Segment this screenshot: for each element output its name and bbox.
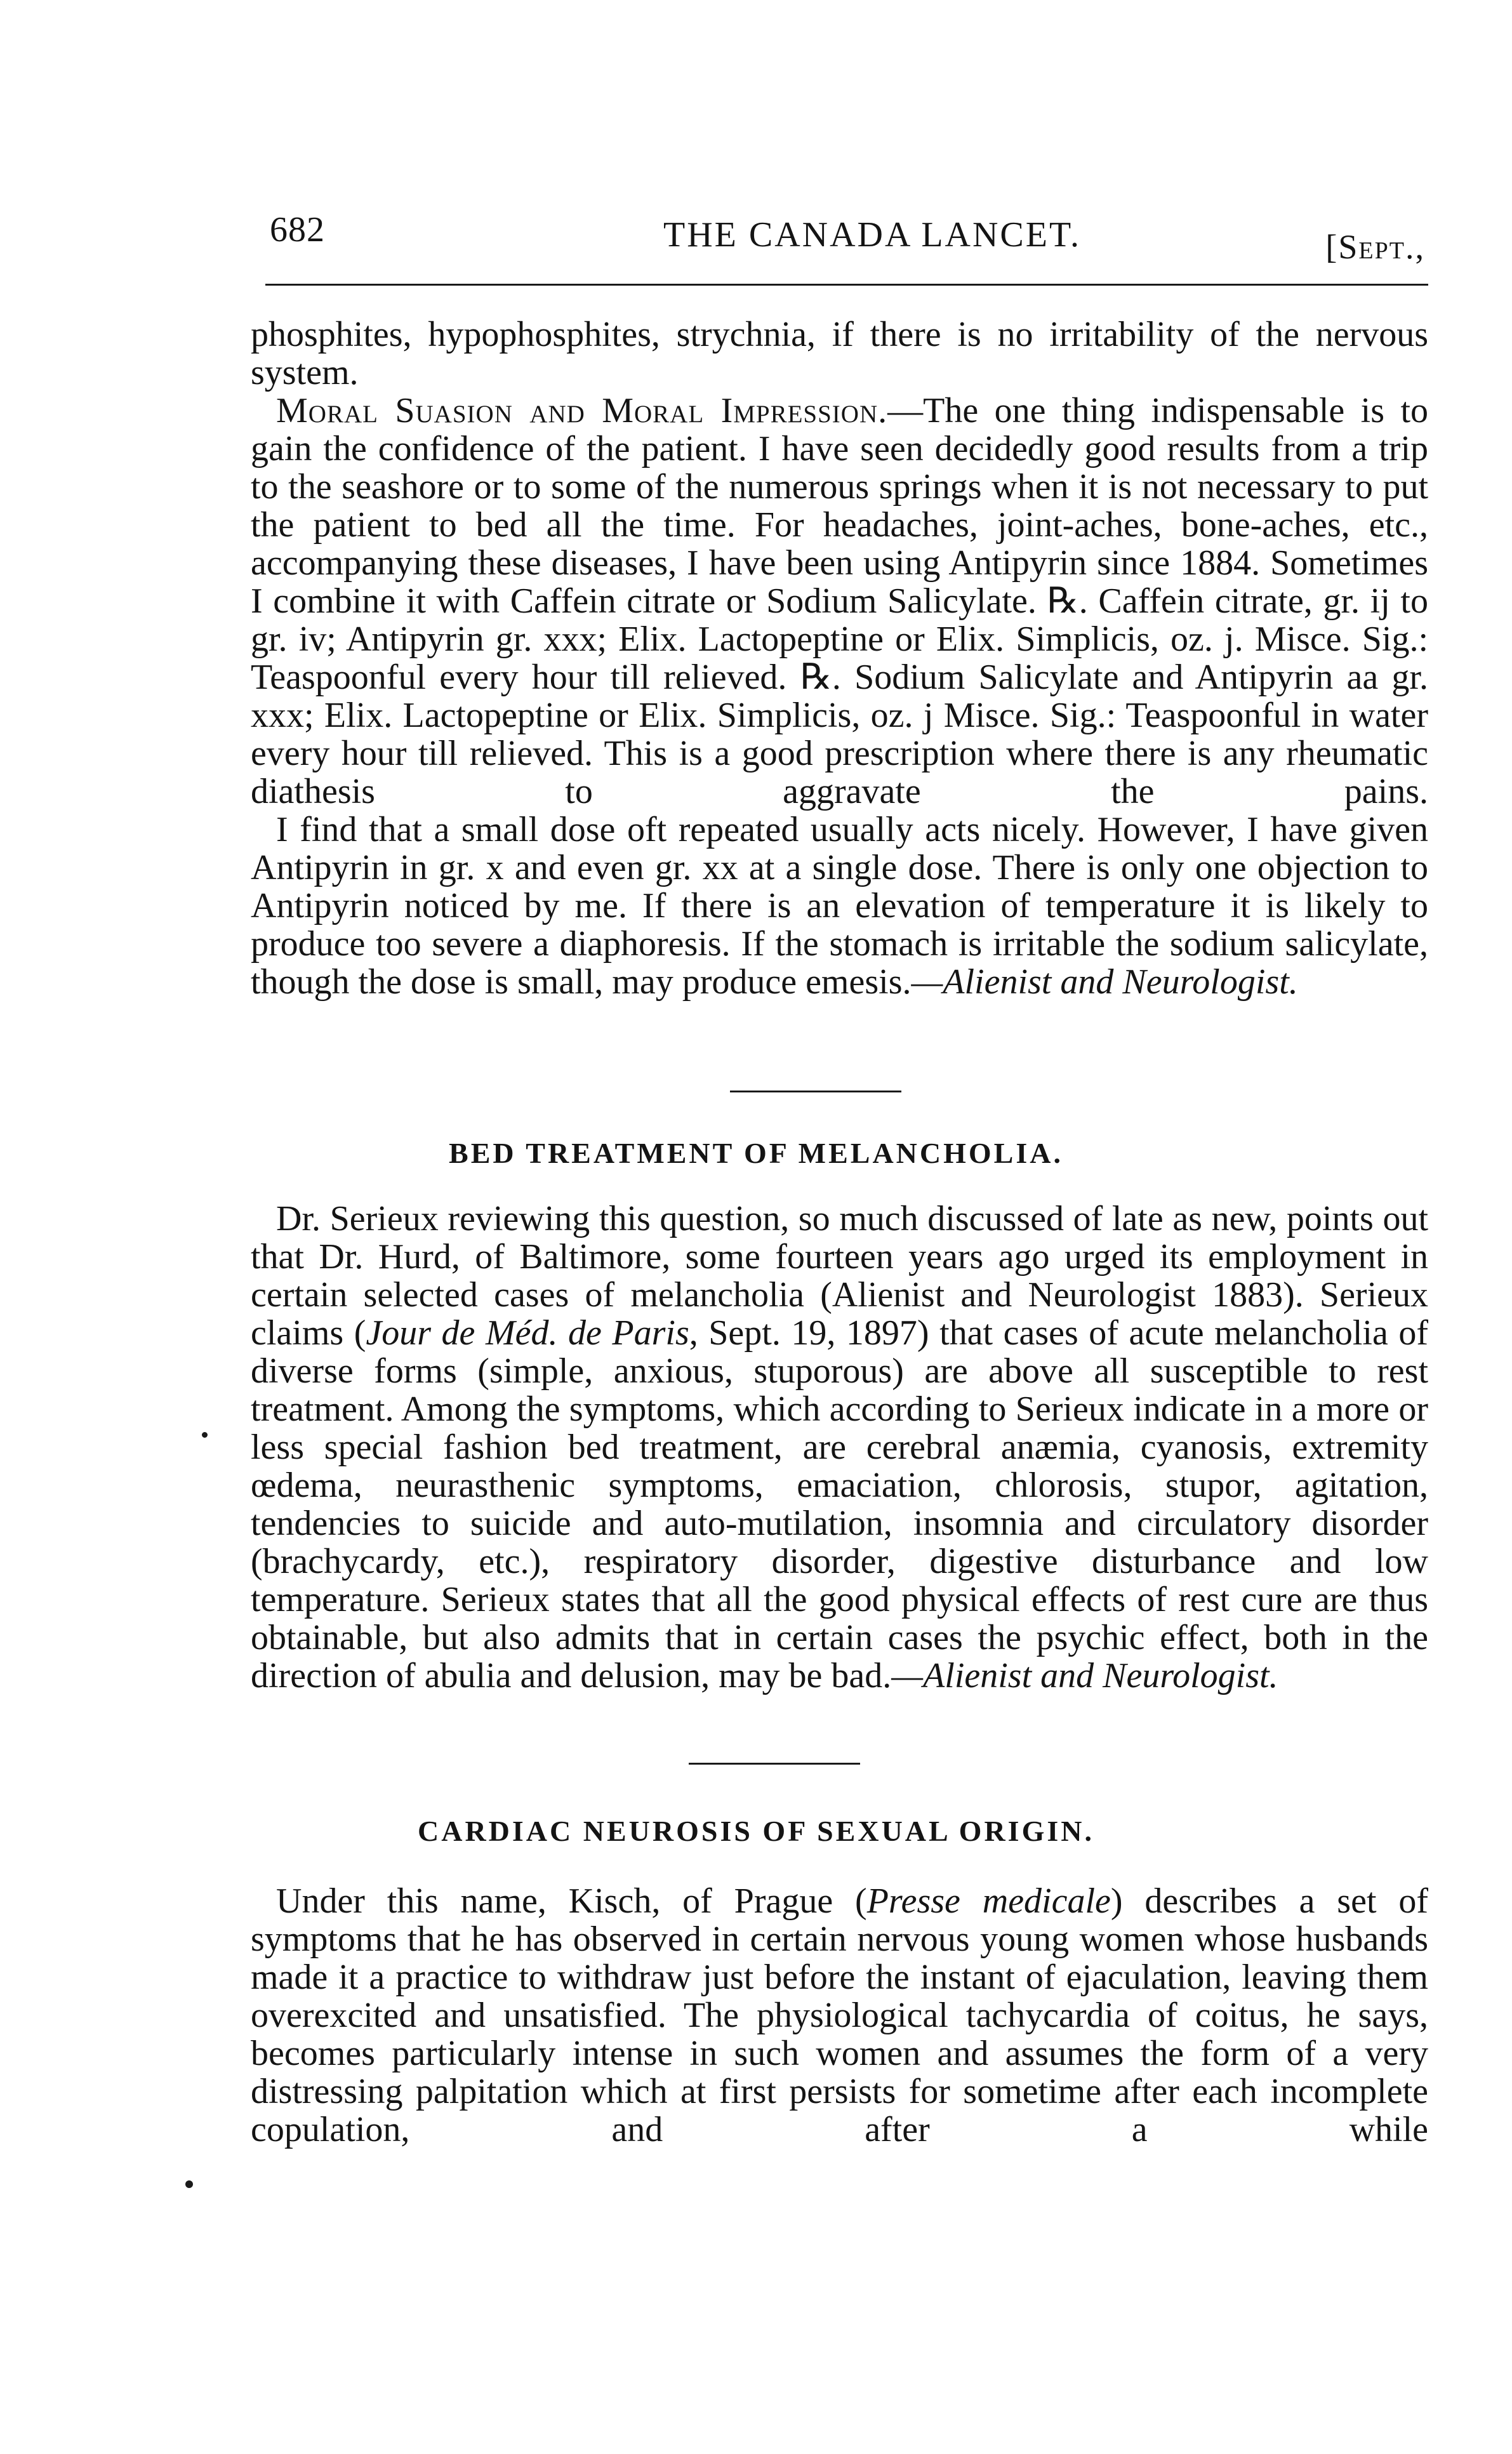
paragraph-cardiac-neurosis <box>251 1882 1428 2149</box>
margin-mark <box>185 2180 193 2188</box>
paragraph-continuation: phosphites, hypophosphites, strychnia, if there is no irritability of the nervous system. <box>251 315 1428 392</box>
paragraph-melancholia <box>251 1200 1428 1695</box>
source-citation: —Alienist and Neurologist. <box>911 962 1298 1002</box>
continued-article <box>251 315 1428 1001</box>
article-cardiac-neurosis <box>251 1882 1428 2149</box>
paragraph-moral-suasion <box>251 392 1428 811</box>
page-number: 682 <box>270 210 325 249</box>
paragraph-body: Dr. Serieux reviewing this question, so much discussed of late as new, points out that Dr. Hurd, of Baltimore, some fourteen years ago urged its employment in certain selected cases of melancholia (Alienist and Neurologist 1883). Serieux claims ( <box>251 1199 1428 1353</box>
paragraph-body: —The one thing indispensable is to gain the confidence of the patient. I have seen decidedly good results from a trip to the seashore or to some of the numerous springs when it is not necessary to put the patient to bed all the time. For headaches, joint-aches, bone-aches, etc., accompanying these diseases, I have been using Antipyrin since 1884. Sometimes I combine it with Caffein citrate or Sodium Salicylate. ℞. Caffein citrate, gr. ij to gr. iv; Antipyrin gr. xxx; Elix. Lactopeptine or Elix. Simplicis, oz. j. Misce. Sig.: Teaspoonful every hour till relieved. ℞. Sodium Salicylate and Antipyrin aa gr. xxx; Elix. Lactopeptine or Elix. Simplicis, oz. j Misce. Sig.: Teaspoonful in water every hour till relieved. This is a good prescription where there is any rheumatic diathesis to aggravate the pains. <box>251 391 1428 811</box>
paragraph-body: ) describes a set of symptoms that he has observed in certain nervous young women whose husbands made it a practice to withdraw just before the instant of ejaculation, leaving them overexcited and unsatisfied. The physiological tachycardia of coitus, he says, becomes particularly intense in such women and assumes the form of a very distressing palpitation which at first persists for sometime after each incomplete copulation, and after a while <box>251 1881 1429 2149</box>
journal-title: Presse medicale <box>866 1881 1111 1921</box>
section-divider <box>689 1763 860 1765</box>
section-date: [Sept., <box>1325 228 1425 266</box>
paragraph-body: , Sept. 19, 1897) that cases of acute melancholia of diverse forms (simple, anxious, stuporous) are above all susceptible to rest treatment. Among the symptoms, which according to Serieux indicate in a more or less special fashion bed treatment, are cerebral anæmia, cyanosis, extremity œdema, neurasthenic symptoms, emaciation, chlorosis, stupor, agitation, tendencies to suicide and auto-mutilation, insomnia and circulatory disorder (brachycardy, etc.), respiratory disorder, digestive disturbance and low temperature. Serieux states that all the good physical effects of rest cure are thus obtainable, but also admits that in certain cases the psychic effect, both in the direction of abulia and delusion, may be bad. <box>251 1313 1429 1695</box>
paragraph-antipyrin <box>251 811 1428 1001</box>
section-divider <box>730 1091 901 1092</box>
article-melancholia <box>251 1200 1428 1695</box>
source-citation: —Alienist and Neurologist. <box>891 1656 1278 1695</box>
run-in-heading: Moral Suasion and Moral Impression. <box>276 391 888 430</box>
article-heading-cardiac-neurosis: CARDIAC NEUROSIS OF SEXUAL ORIGIN. <box>418 1815 1094 1847</box>
page-header <box>270 209 1425 267</box>
header-rule <box>265 284 1428 286</box>
article-heading-melancholia: BED TREATMENT OF MELANCHOLIA. <box>449 1137 1063 1169</box>
journal-title: Jour de Méd. de Paris <box>366 1313 689 1353</box>
paragraph-body: Under this name, Kisch, of Prague ( <box>276 1881 867 1921</box>
running-title: THE CANADA LANCET. <box>663 215 1082 255</box>
margin-mark <box>202 1432 208 1438</box>
paragraph-body: I find that a small dose oft repeated usually acts nicely. However, I have given Antipyrin in gr. x and even gr. xx at a single dose. There is only one objection to Antipyrin noticed by me. If there is an elevation of temperature it is likely to produce too severe a diaphoresis. If the stomach is irritable the sodium salicylate, though the dose is small, may produce emesis. <box>251 810 1428 1002</box>
